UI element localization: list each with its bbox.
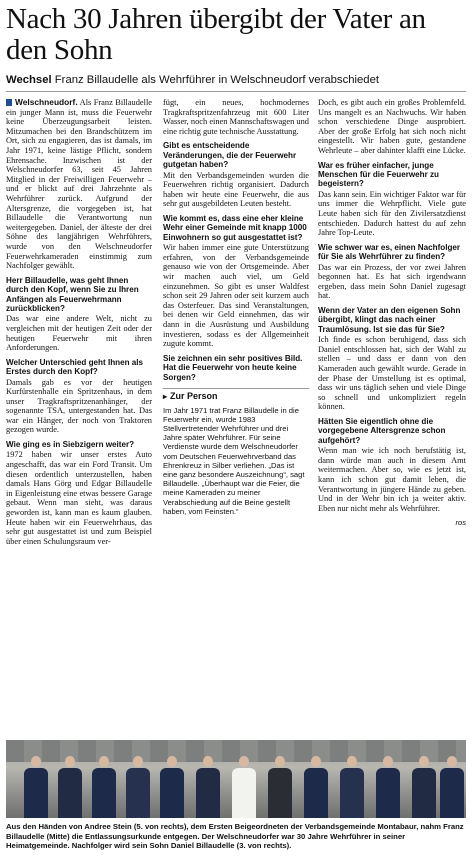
subheadline-text: Franz Billaudelle als Wehrführer in Welschneudorf verabschiedet xyxy=(51,74,379,86)
answer: Das war eine andere Welt, nicht zu vergleichen mit der heutigen Zeit oder der heutigen Feuerwehr mit ihren Anforderungen. xyxy=(6,314,152,353)
info-box-title xyxy=(163,388,309,402)
photo-person xyxy=(24,756,48,818)
answer: 1972 haben wir unser erstes Auto angeschafft, das war ein Ford Transit. Um diesen ordentlich unterzustellen, haben damals Hans Görg und Edgar Billaudelle in Eigenleistung eine etwas bessere Garage gebaut. Wenn man sieht, was daraus geworden ist, kann man es kaum glauben. Heute haben wir ein Feuerwehrhaus, das sehr gut ausgestattet ist und zum Beispiel über einen Schulungsraum ver- xyxy=(6,450,152,546)
photo-person xyxy=(376,756,400,818)
headline: Nach 30 Jahren übergibt der Vater an den Sohn xyxy=(6,3,426,66)
answer: Das war ein Prozess, der vor zwei Jahren begonnen hat. Es hat sich irgendwann ergeben, dass mein Sohn Daniel zugesagt hat. xyxy=(318,262,466,301)
location-marker-icon xyxy=(6,99,12,106)
divider xyxy=(6,91,466,92)
article-column-1 xyxy=(6,98,152,551)
question: Sie zeichnen ein sehr positives Bild. Hat die Feuerwehr von heute keine Sorgen? xyxy=(163,353,303,382)
subheadline xyxy=(6,74,468,86)
question: Herr Billaudelle, was geht Ihnen durch den Kopf, wenn Sie zu Ihren Anfängen als Feuerwehrmann zurückblicken? xyxy=(6,275,139,313)
photo-person xyxy=(126,756,150,818)
question: Wie ging es in Siebzigern weiter? xyxy=(6,440,135,450)
info-box-text: Im Jahr 1971 trat Franz Billaudelle in die Feuerwehr ein, wurde 1983 Stellvertretender Wehrführer und drei Jahre später Wehrführer. Für seine Verdienste wurde dem Welschneudorfer vom Deutschen Feuerwehrverband das Ehrenkreuz in Silber verliehen. „Das ist eine ganz besondere Auszeichnung“, sagt Billaudelle. „Überhaupt war die Feier, die meine Kameraden zu meiner Verabschiedung auf die Beine gestellt haben, vom Feinsten.“ xyxy=(163,405,305,516)
answer: Das kann sein. Ein wichtiger Faktor war für uns immer die Wehrpflicht. Viele gute Leute haben sich für den Zivilersatzdienst entschieden. Dadurch hattest du auf zehn Jahre Top-Leute. xyxy=(318,189,466,238)
photo-person xyxy=(412,756,436,818)
photo-person xyxy=(92,756,116,818)
question: Wie schwer war es, einen Nachfolger für Sie als Wehrführer zu finden? xyxy=(318,242,461,262)
dateline: Welschneudorf. xyxy=(15,97,78,107)
photo-person xyxy=(160,756,184,818)
author-signature: ros xyxy=(455,518,466,528)
question: Wenn der Vater an den eigenen Sohn übergibt, klingt das nach einer Traumlösung. Ist sie das für Sie? xyxy=(318,305,461,334)
subheadline-kicker: Wechsel xyxy=(6,74,52,86)
article-column-3 xyxy=(318,98,466,533)
photo-person xyxy=(58,756,82,818)
photo-person xyxy=(268,756,292,818)
photo-person xyxy=(232,756,256,818)
answer: Mit den Verbandsgemeinden wurden die Feuerwehren richtig organisiert. Dadurch haben wir heute eine Feuerwehr, die aus sehr gut ausgebildeten Leuten besteht. xyxy=(163,170,309,209)
intro-text: Als Franz Billaudelle ein junger Mann ist, muss die Feuerwehr keine Überzeugungsarbeit leisten. Mitzumachen bei den Brandschützern im Ort, sich zu engagieren, das ist damals, im Jahr 1971, keine lästige Pflicht, sondern Ehrensache. Inzwischen ist der Welschneudorfer 63, seit 45 Jahren Mitglied in der Freiwilligen Feuerwehr – und er blickt auf drei Jahrzehnte als Wehrführer zurück. Aufgrund der Altersgrenze, die vorgegeben ist, hat Billaudelle die Verantwortung nun weitergegeben. Daniel, der älteste der drei Söhne des langjährigen Wehrführers, wurde von den Welschneudorfer Feuerwehrkameraden einstimmig zum Nachfolger gewählt. xyxy=(6,98,152,271)
photo-person xyxy=(440,756,464,818)
photo-person xyxy=(196,756,220,818)
answer: Damals gab es vor der heutigen Kurfürstenhalle ein Spritzenhaus, in dem unser Tragkraftspritzenanhänger, der sogenannte TSA, untergestanden hat. Das war ein Hänger, der noch von Traktoren gezogen wurde. xyxy=(6,377,152,435)
answer: Doch, es gibt auch ein großes Problemfeld. Uns mangelt es an Nachwuchs. Wir haben schon verschiedene Dinge ausprobiert. Aber der große Erfolg hat sich noch nicht eingestellt. Wir haben gute, gestandene Wehrleute – aber dahinter klafft eine Lücke. xyxy=(318,98,466,155)
question: War es früher einfacher, junge Menschen für die Feuerwehr zu begeistern? xyxy=(318,160,439,189)
answer: Wenn man wie ich noch berufstätig ist, dann würde man auch in diesem Amt weitermachen. Aber so, wie es jetzt ist, kann ich schon gut damit leben, die Verantwortung in jüngere Hände zu geben. Und in der Wehr bin ich ja weiter aktiv. Eben nur nicht mehr als Wehrführer. xyxy=(318,446,466,513)
info-box-title-text: Zur Person xyxy=(170,390,218,401)
answer: fügt, ein neues, hochmodernes Tragkraftspritzenfahrzeug mit 600 Liter Wasser, noch einen Mannschaftswagen und eine richtig gute technische Ausstattung. xyxy=(163,98,309,136)
question: Welcher Unterschied geht Ihnen als Erstes durch den Kopf? xyxy=(6,357,144,377)
question: Gibt es entscheidende Veränderungen, die der Feuerwehr gutgetan haben? xyxy=(163,141,297,170)
photo-person xyxy=(340,756,364,818)
intro-paragraph xyxy=(6,98,152,271)
answer: Wir haben immer eine gute Unterstützung erfahren, von der Verbandsgemeinde genauso wie von der Ortsgemeinde. Aber wir machen auch viel, um Geld einzunehmen. So gibt es unser Waldfest schon seit 29 Jahren oder seit kurzem auch das Osterfeuer. Das sind Veranstaltungen, bei denen wir Geld einnehmen, das wir dann in die Ausrüstung und Ausbildung investieren, sodass es der Allgemeinheit zugute kommt. xyxy=(163,243,309,349)
photo-caption: Aus den Händen von Andree Stein (5. von rechts), dem Ersten Beigeordneten der Verbandsgemeinde Montabaur, nahm Franz Billaudelle (Mitte) die Entlassungsurkunde entgegen. Der Welschneudorfer war 30 Jahre Wehrführer in seiner Heimatgemeinde. Nachfolger wird sein Sohn Daniel Billaudelle (3. von rechts). xyxy=(6,822,464,851)
triangle-icon: ▸ xyxy=(163,391,168,401)
answer: Ich finde es schon beruhigend, dass sich Daniel entschlossen hat, sich der Wahl zu stellen – und dass er dann von den Kameraden auch gewählt wurde. Gerade in der Phase der Umstellung ist es optimal, dass wir uns täglich sehen und viele Dinge so schnell und unkompliziert regeln können. xyxy=(318,335,466,412)
question: Wie kommt es, dass eine eher kleine Wehr einer Gemeinde mit knapp 1000 Einwohnern so gut ausgestattet ist? xyxy=(163,213,307,242)
article-column-2 xyxy=(163,98,309,521)
photo-person xyxy=(304,756,328,818)
group-photo xyxy=(6,740,466,818)
question: Hätten Sie eigentlich ohne die vorgegebene Altersgrenze schon aufgehört? xyxy=(318,416,446,445)
